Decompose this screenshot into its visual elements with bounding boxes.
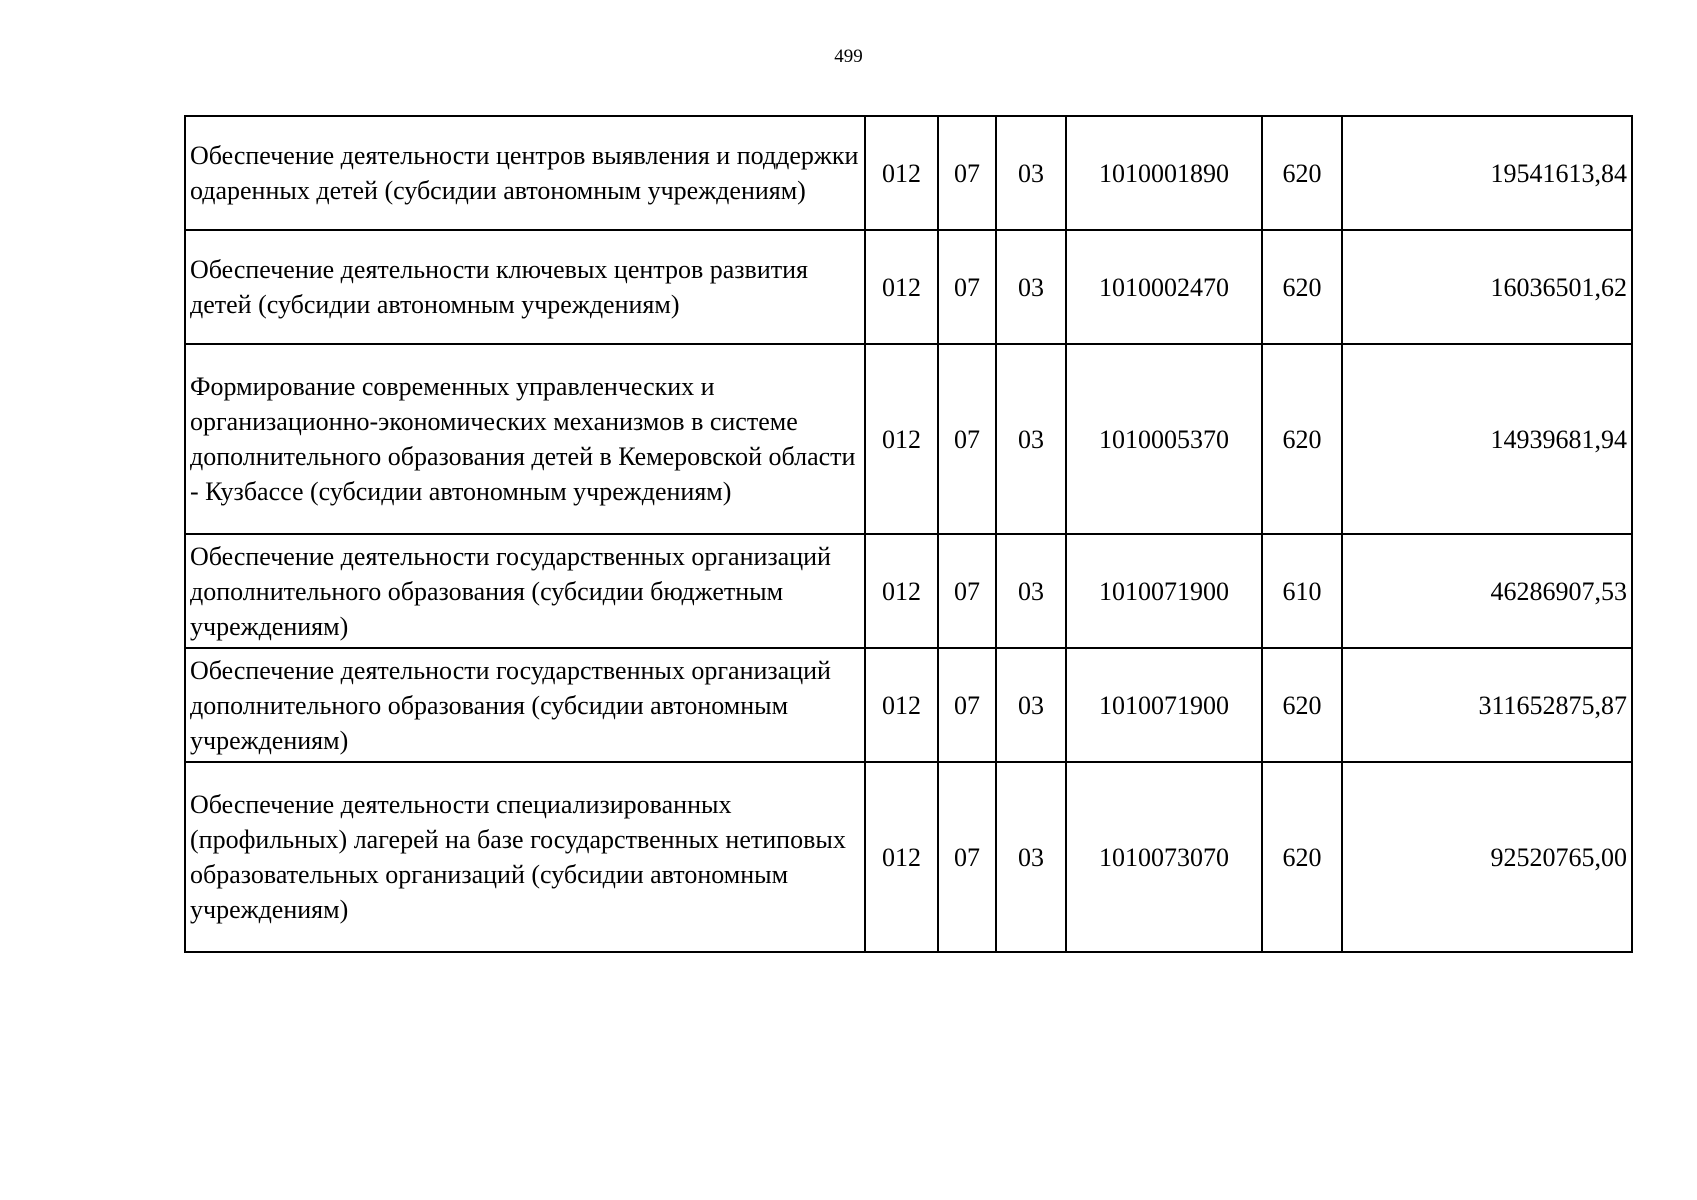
subsection-code-cell: 03 <box>996 230 1066 344</box>
target-code-cell: 1010002470 <box>1066 230 1262 344</box>
table-row <box>185 344 1632 534</box>
target-code-cell: 1010071900 <box>1066 534 1262 648</box>
section-code-cell: 07 <box>938 534 996 648</box>
amount-cell: 46286907,53 <box>1342 534 1632 648</box>
subsection-code-cell: 03 <box>996 648 1066 762</box>
table-row <box>185 230 1632 344</box>
amount-cell: 92520765,00 <box>1342 762 1632 952</box>
amount-cell: 19541613,84 <box>1342 116 1632 230</box>
ministry-code-cell: 012 <box>865 344 938 534</box>
amount-cell: 16036501,62 <box>1342 230 1632 344</box>
ministry-code-cell: 012 <box>865 230 938 344</box>
section-code-cell: 07 <box>938 762 996 952</box>
section-code-cell: 07 <box>938 648 996 762</box>
subsection-code-cell: 03 <box>996 762 1066 952</box>
description-cell: Обеспечение деятельности центров выявления и поддержки одаренных детей (субсидии автономным учреждениям) <box>185 116 865 230</box>
ministry-code-cell: 012 <box>865 116 938 230</box>
subsection-code-cell: 03 <box>996 344 1066 534</box>
ministry-code-cell: 012 <box>865 534 938 648</box>
ministry-code-cell: 012 <box>865 648 938 762</box>
target-code-cell: 1010071900 <box>1066 648 1262 762</box>
description-cell: Формирование современных управленческих и организационно-экономических механизмов в системе дополнительного образования детей в Кемеровской области - Кузбассе (субсидии автономным учреждениям) <box>185 344 865 534</box>
expense-type-cell: 620 <box>1262 116 1342 230</box>
expense-type-cell: 620 <box>1262 344 1342 534</box>
table-row <box>185 648 1632 762</box>
section-code-cell: 07 <box>938 344 996 534</box>
section-code-cell: 07 <box>938 116 996 230</box>
target-code-cell: 1010073070 <box>1066 762 1262 952</box>
expense-type-cell: 620 <box>1262 230 1342 344</box>
section-code-cell: 07 <box>938 230 996 344</box>
table-row <box>185 534 1632 648</box>
description-cell: Обеспечение деятельности государственных организаций дополнительного образования (субсидии автономным учреждениям) <box>185 648 865 762</box>
subsection-code-cell: 03 <box>996 534 1066 648</box>
target-code-cell: 1010001890 <box>1066 116 1262 230</box>
amount-cell: 14939681,94 <box>1342 344 1632 534</box>
subsection-code-cell: 03 <box>996 116 1066 230</box>
description-cell: Обеспечение деятельности государственных организаций дополнительного образования (субсидии бюджетным учреждениям) <box>185 534 865 648</box>
description-cell: Обеспечение деятельности ключевых центров развития детей (субсидии автономным учреждениям) <box>185 230 865 344</box>
expense-type-cell: 620 <box>1262 648 1342 762</box>
ministry-code-cell: 012 <box>865 762 938 952</box>
table-row <box>185 762 1632 952</box>
table-row <box>185 116 1632 230</box>
target-code-cell: 1010005370 <box>1066 344 1262 534</box>
expense-type-cell: 610 <box>1262 534 1342 648</box>
budget-table <box>184 115 1633 953</box>
page-number: 499 <box>834 46 863 67</box>
expense-type-cell: 620 <box>1262 762 1342 952</box>
description-cell: Обеспечение деятельности специализированных (профильных) лагерей на базе государственных нетиповых образовательных организаций (субсидии автономным учреждениям) <box>185 762 865 952</box>
amount-cell: 311652875,87 <box>1342 648 1632 762</box>
